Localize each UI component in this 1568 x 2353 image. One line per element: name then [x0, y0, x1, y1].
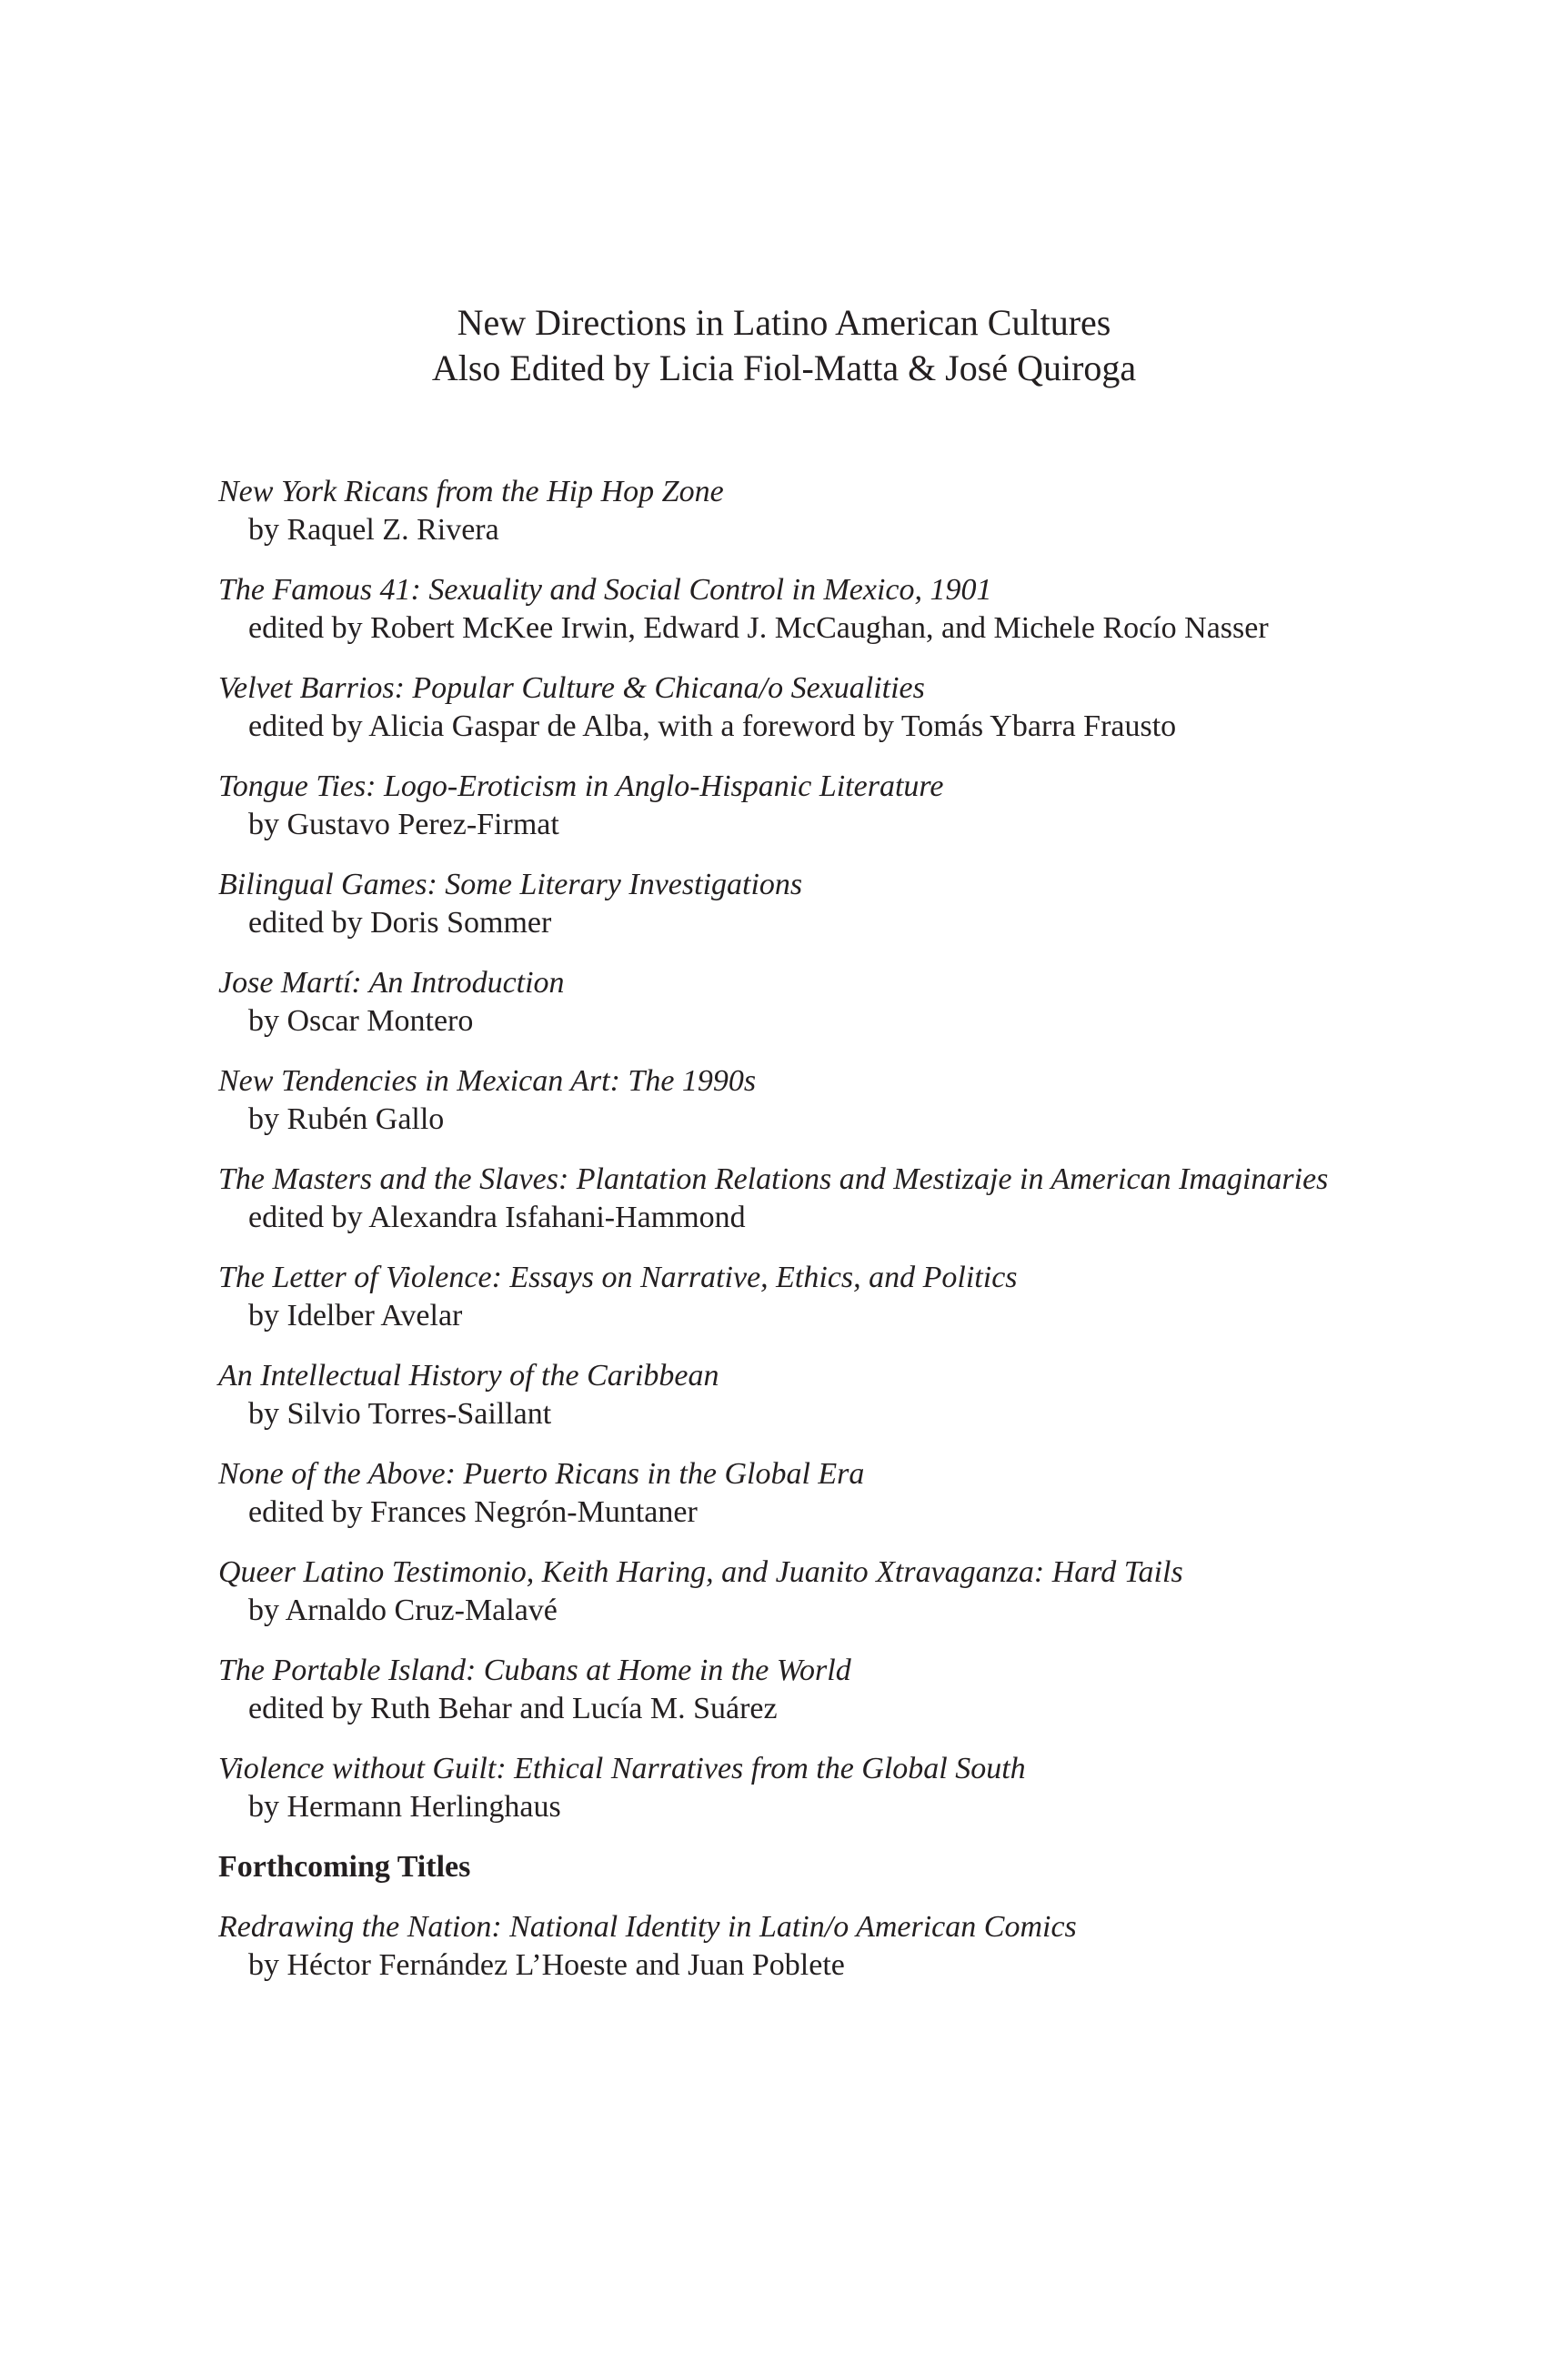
book-byline: by Gustavo Perez-Firmat [248, 808, 559, 841]
list-item [218, 1750, 1351, 1826]
book-title: Queer Latino Testimonio, Keith Haring, and Juanito Xtravaganza: Hard Tails [218, 1555, 1183, 1589]
list-item [218, 1259, 1351, 1335]
book-byline: edited by Alexandra Isfahani-Hammond [248, 1201, 746, 1234]
book-title: Velvet Barrios: Popular Culture & Chicana/o Sexualities [218, 671, 925, 705]
book-byline: by Silvio Torres-Saillant [248, 1397, 552, 1431]
book-title: Jose Martí: An Introduction [218, 966, 565, 1000]
list-item [218, 1357, 1351, 1433]
book-title: Violence without Guilt: Ethical Narratives from the Global South [218, 1752, 1026, 1785]
book-byline: edited by Robert McKee Irwin, Edward J. McCaughan, and Michele Rocío Nasser [248, 611, 1269, 645]
list-item [218, 1455, 1351, 1532]
book-title: Redrawing the Nation: National Identity in Latin/o American Comics [218, 1910, 1077, 1944]
book-byline: edited by Frances Negrón-Muntaner [248, 1495, 698, 1529]
book-byline: edited by Doris Sommer [248, 906, 552, 940]
list-item [218, 473, 1351, 549]
book-title: Bilingual Games: Some Literary Investigations [218, 868, 803, 901]
book-byline: by Arnaldo Cruz-Malavé [248, 1594, 558, 1627]
book-byline: by Héctor Fernández L’Hoeste and Juan Poblete [248, 1948, 845, 1982]
list-item [218, 571, 1351, 648]
book-title: An Intellectual History of the Caribbean [218, 1359, 719, 1393]
list-item [218, 1161, 1351, 1237]
book-byline: edited by Ruth Behar and Lucía M. Suárez [248, 1692, 778, 1725]
list-item [218, 669, 1351, 746]
book-byline: by Hermann Herlinghaus [248, 1790, 561, 1824]
book-title: The Masters and the Slaves: Plantation Relations and Mestizaje in American Imaginaries [218, 1162, 1329, 1196]
forthcoming-heading: Forthcoming Titles [218, 1850, 471, 1884]
book-byline: by Idelber Avelar [248, 1299, 463, 1332]
list-item [218, 1652, 1351, 1728]
list-item [218, 1908, 1351, 1985]
book-byline: by Oscar Montero [248, 1004, 474, 1038]
series-editors: Also Edited by Licia Fiol-Matta & José Quiroga [431, 347, 1137, 388]
book-byline: edited by Alicia Gaspar de Alba, with a foreword by Tomás Ybarra Frausto [248, 709, 1177, 743]
list-item [218, 866, 1351, 942]
book-list [218, 473, 1351, 2006]
list-item [218, 1554, 1351, 1630]
book-title: Tongue Ties: Logo-Eroticism in Anglo-Hispanic Literature [218, 769, 944, 803]
book-title: The Portable Island: Cubans at Home in the World [218, 1654, 851, 1687]
series-header [0, 300, 1568, 391]
series-title: New Directions in Latino American Cultures [457, 302, 1111, 343]
list-item [218, 1062, 1351, 1139]
book-title: The Famous 41: Sexuality and Social Control in Mexico, 1901 [218, 573, 992, 607]
book-byline: by Raquel Z. Rivera [248, 513, 499, 547]
list-item [218, 964, 1351, 1041]
book-title: New Tendencies in Mexican Art: The 1990s [218, 1064, 757, 1098]
book-byline: by Rubén Gallo [248, 1102, 445, 1136]
book-title: None of the Above: Puerto Ricans in the Global Era [218, 1457, 865, 1491]
book-title: The Letter of Violence: Essays on Narrative, Ethics, and Politics [218, 1261, 1018, 1294]
book-title: New York Ricans from the Hip Hop Zone [218, 475, 724, 508]
list-item [218, 768, 1351, 844]
